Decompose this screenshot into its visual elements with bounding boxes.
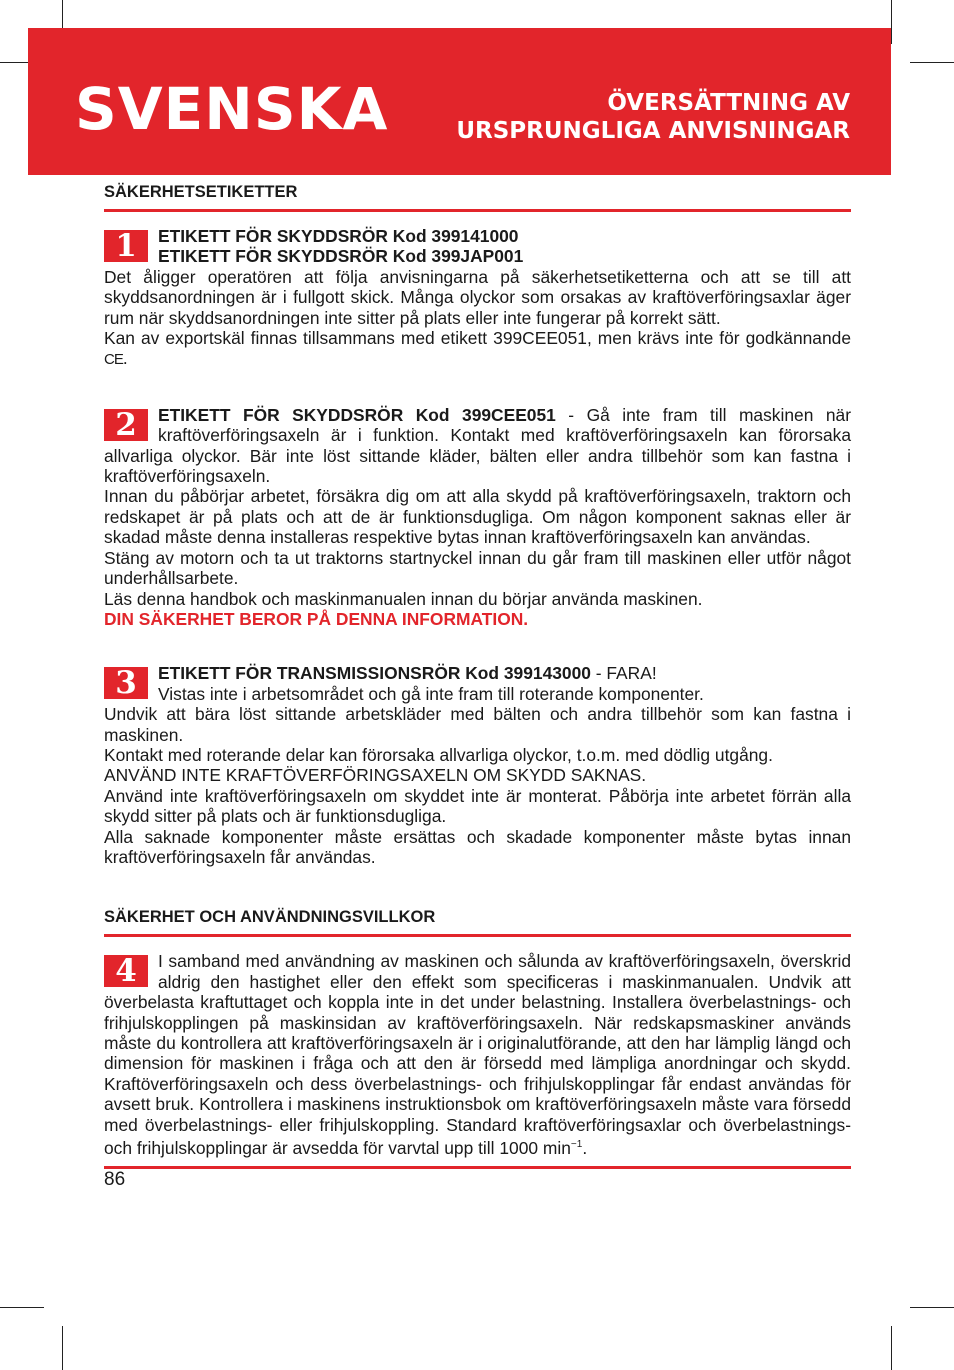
item-number-badge: 3: [104, 667, 148, 699]
crop-mark: [891, 0, 892, 44]
item-text: Undvik att bära löst sittande arbetskläder med bälten och andra tillbehör som kan fastna i maskinen.: [104, 704, 851, 745]
content: [104, 182, 851, 1191]
condition-item-4: [104, 951, 851, 1158]
header-subtitle: [456, 89, 850, 145]
item-text: Vistas inte i arbetsområdet och gå inte fram till roterande komponenter.: [158, 683, 704, 704]
page-number: 86: [104, 1169, 126, 1191]
item-text-span: Kan av exportskäl finnas tillsammans med etikett 399CEE051, men krävs inte för godkännande: [104, 328, 851, 349]
item-number-badge: 1: [104, 230, 148, 262]
item-text: Innan du påbörjar arbetet, försäkra dig om att alla skydd på kraftöverföringsaxeln, traktorn och redskapet är på plats och att de är funktionsdugliga. Om någon komponent saknas eller är skadad måste denna installeras respektive bytas innan kraftöverföringsaxeln kan användas.: [104, 486, 851, 548]
crop-mark: [0, 1307, 44, 1308]
superscript: −1: [570, 1139, 583, 1151]
item-text: [104, 951, 851, 1158]
item-number-badge: 4: [104, 955, 148, 987]
item-text: [104, 663, 851, 683]
item-text: Använd inte kraftöverföringsaxeln om skyddet inte är monterat. Påbörja inte arbetet förrän alla skydd sitter på plats och är funktionsdugliga.: [104, 785, 851, 827]
item-text-end: .: [582, 1137, 588, 1158]
safety-warning: DIN SÄKERHET BEROR PÅ DENNA INFORMATION.: [104, 608, 529, 629]
crop-mark: [891, 1326, 892, 1370]
header-subtitle-line1: ÖVERSÄTTNING AV: [607, 90, 850, 116]
crop-mark: [910, 1307, 954, 1308]
section-title: SÄKERHETSETIKETTER: [104, 182, 851, 212]
page-title: SVENSKA: [75, 75, 389, 143]
item-text-span: I samband med användning av maskinen och sålunda av kraftöverföringsaxeln, överskrid aldrig den hastighet eller den effekt som specificeras i maskinmanualen. Undvik att överbelasta kraftuttaget och koppla inte in det under belastning. Installera överbelastnings- och frihjulskopplingen på maskinsidan av kraftöverföringsaxeln. När redskapsmaskiner används måste du kontrollera att kraftöverföringsaxeln är i originalutförande, att den har lämplig längd och dimension för maskinen i fråga och att den är försedd med lämpliga anordningar och skydd. Kraftöverföringsaxeln och dess överbelastnings- och frihjulskopplingar får endast användas för avsett bruk. Kontrollera i maskinens instruktionsbok om kraftöverföringsaxeln måste vara försedd med överbelastnings- eller frihjulskoppling. Standard kraftöverföringsaxlar och överbelastnings- och frihjulskopplingar är avsedda för varvtal upp till 1000 min: [104, 951, 851, 1158]
item-text-span: - Gå inte fram till maskinen när kraftöverföringsaxeln är i funktion. Kontakt med kraftöverföringsaxeln kan förorsaka allvarliga olyckor. Bär inte löst sittande kläder, bälten eller andra tillbehör som kan fastna i kraftöverföringsaxeln.: [104, 404, 851, 487]
label-item-2: [104, 405, 851, 629]
item-heading: ETIKETT FÖR SKYDDSRÖR Kod 399CEE051: [158, 404, 556, 425]
crop-mark: [62, 1326, 63, 1370]
item-heading: ETIKETT FÖR SKYDDSRÖR Kod 399JAP001: [158, 246, 524, 267]
label-item-1: [104, 226, 851, 371]
ce-mark-icon: CE: [104, 351, 123, 369]
item-text: Det åligger operatören att följa anvisningarna på säkerhetsetiketterna och att se till att skyddsanordningen är i fullgott skick. Många olyckor som orsakas av kraftöverföringsaxlar äger rum när skyddsanordningen inte sitter på plats eller inte fungerar på korrekt sätt.: [104, 266, 851, 328]
item-text-span: - FARA!: [590, 663, 657, 684]
section-title: SÄKERHET OCH ANVÄNDNINGSVILLKOR: [104, 907, 851, 937]
item-text: Stäng av motorn och ta ut traktorns startnyckel innan du går fram till maskinen eller utför något underhållsarbete.: [104, 547, 851, 589]
item-text: Läs denna handbok och maskinmanualen innan du börjar använda maskinen.: [104, 588, 703, 609]
item-text-end: .: [122, 348, 128, 369]
item-text: [104, 328, 851, 371]
item-heading: ETIKETT FÖR TRANSMISSIONSRÖR Kod 399143000: [158, 663, 591, 684]
item-number-badge: 2: [104, 409, 148, 441]
item-text: Alla saknade komponenter måste ersättas och skadade komponenter måste bytas innan kraftöverföringsaxeln får användas.: [104, 826, 851, 867]
item-text: ANVÄND INTE KRAFTÖVERFÖRINGSAXELN OM SKYDD SAKNAS.: [104, 765, 647, 786]
item-text: Kontakt med roterande delar kan förorsaka allvarliga olyckor, t.o.m. med dödlig utgång.: [104, 744, 773, 765]
item-text: [104, 405, 851, 487]
crop-mark: [910, 62, 954, 63]
label-item-3: [104, 663, 851, 867]
item-heading: ETIKETT FÖR SKYDDSRÖR Kod 399141000: [158, 226, 519, 246]
header-subtitle-line2: URSPRUNGLIGA ANVISNINGAR: [456, 118, 850, 144]
